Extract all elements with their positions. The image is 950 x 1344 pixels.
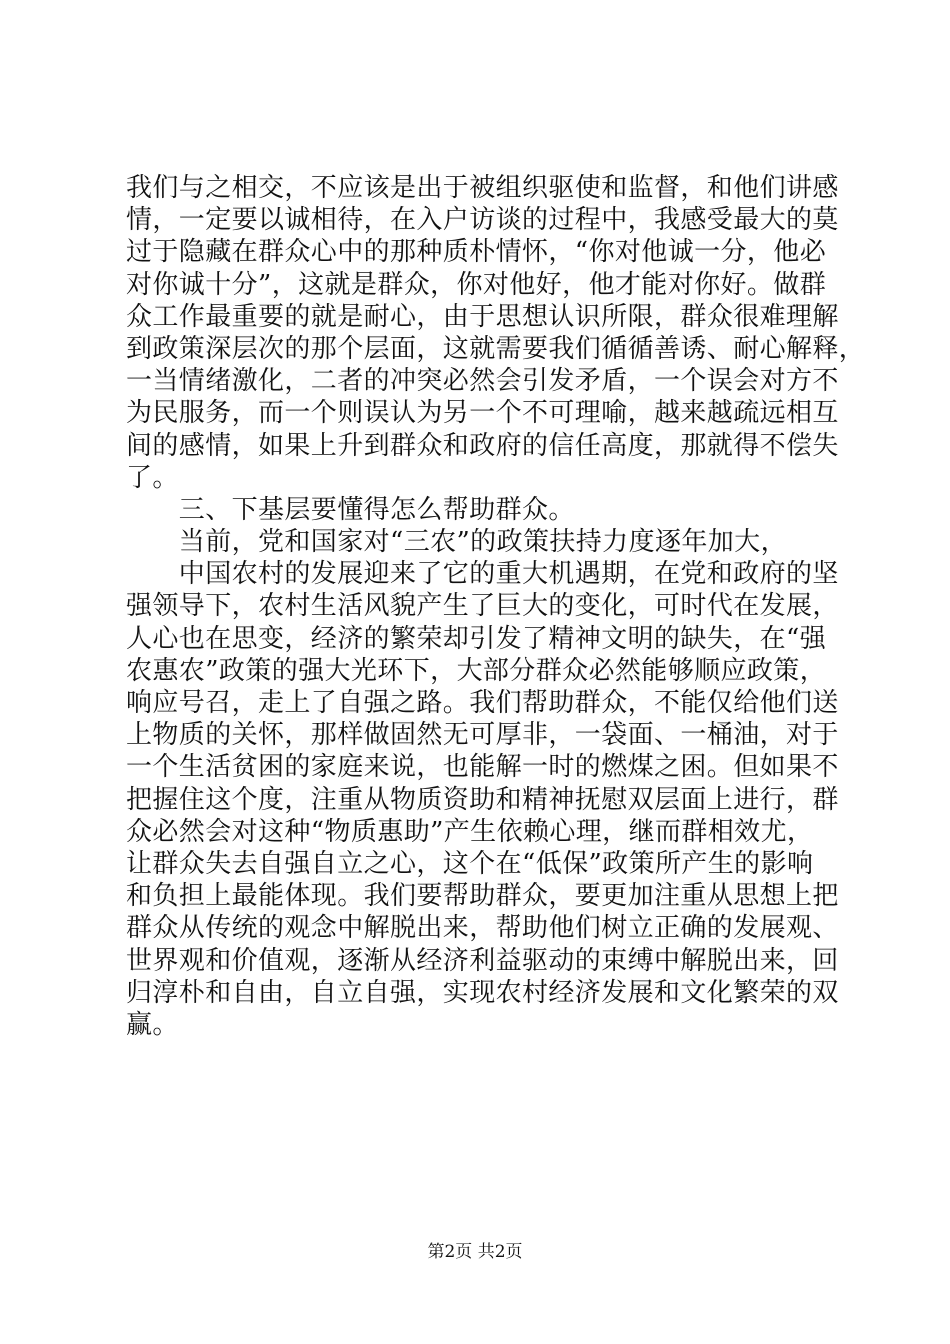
page-number-footer: 第2页 共2页 bbox=[427, 1242, 523, 1262]
text-line: 强领导下，农村生活风貌产生了巨大的变化，可时代在发展， bbox=[126, 591, 839, 622]
text-line: 和负担上最能体现。我们要帮助群众，要更加注重从思想上把 bbox=[126, 881, 839, 912]
text-line: 中国农村的发展迎来了它的重大机遇期，在党和政府的坚 bbox=[126, 559, 839, 590]
text-line: 对你诚十分”，这就是群众，你对他好，他才能对你好。做群 bbox=[126, 269, 827, 300]
text-line: 上物质的关怀，那样做固然无可厚非，一袋面、一桶油，对于 bbox=[126, 720, 839, 751]
text-line: 把握住这个度，注重从物质资助和精神抚慰双层面上进行，群 bbox=[126, 784, 839, 815]
section-heading: 三、下基层要懂得怎么帮助群众。 bbox=[126, 494, 575, 525]
text-line: 群众从传统的观念中解脱出来，帮助他们树立正确的发展观、 bbox=[126, 913, 839, 944]
text-line: 了。 bbox=[126, 462, 179, 493]
text-line: 一当情绪激化，二者的冲突必然会引发矛盾，一个误会对方不 bbox=[126, 366, 839, 397]
text-line: 世界观和价值观，逐渐从经济利益驱动的束缚中解脱出来，回 bbox=[126, 945, 839, 976]
text-line: 农惠农”政策的强大光环下，大部分群众必然能够顺应政策， bbox=[126, 655, 827, 686]
text-line: 间的感情，如果上升到群众和政府的信任高度，那就得不偿失 bbox=[126, 430, 839, 461]
text-line: 众工作最重要的就是耐心，由于思想认识所限，群众很难理解 bbox=[126, 301, 839, 332]
text-line: 赢。 bbox=[126, 1009, 179, 1040]
text-line: 归淳朴和自由，自立自强，实现农村经济发展和文化繁荣的双 bbox=[126, 977, 839, 1008]
text-line: 一个生活贫困的家庭来说，也能解一时的燃煤之困。但如果不 bbox=[126, 752, 839, 783]
text-line: 当前，党和国家对“三农”的政策扶持力度逐年加大， bbox=[126, 527, 787, 558]
text-line: 情，一定要以诚相待，在入户访谈的过程中，我感受最大的莫 bbox=[126, 205, 839, 236]
text-line: 众必然会对这种“物质惠助”产生依赖心理，继而群相效尤， bbox=[126, 816, 814, 847]
text-line: 让群众失去自强自立之心，这个在“低保”政策所产生的影响 bbox=[126, 848, 814, 879]
text-line: 人心也在思变，经济的繁荣却引发了精神文明的缺失，在“强 bbox=[126, 623, 827, 654]
text-line: 为民服务，而一个则误认为另一个不可理喻，越来越疏远相互 bbox=[126, 398, 839, 429]
body-text bbox=[126, 172, 866, 1041]
text-line: 响应号召，走上了自强之路。我们帮助群众，不能仅给他们送 bbox=[126, 688, 839, 718]
text-line: 过于隐藏在群众心中的那种质朴情怀，“你对他诚一分，他必 bbox=[126, 237, 827, 268]
text-line: 我们与之相交，不应该是出于被组织驱使和监督，和他们讲感 bbox=[126, 173, 839, 203]
text-line: 到政策深层次的那个层面，这就需要我们循循善诱、耐心解释， bbox=[126, 333, 866, 364]
